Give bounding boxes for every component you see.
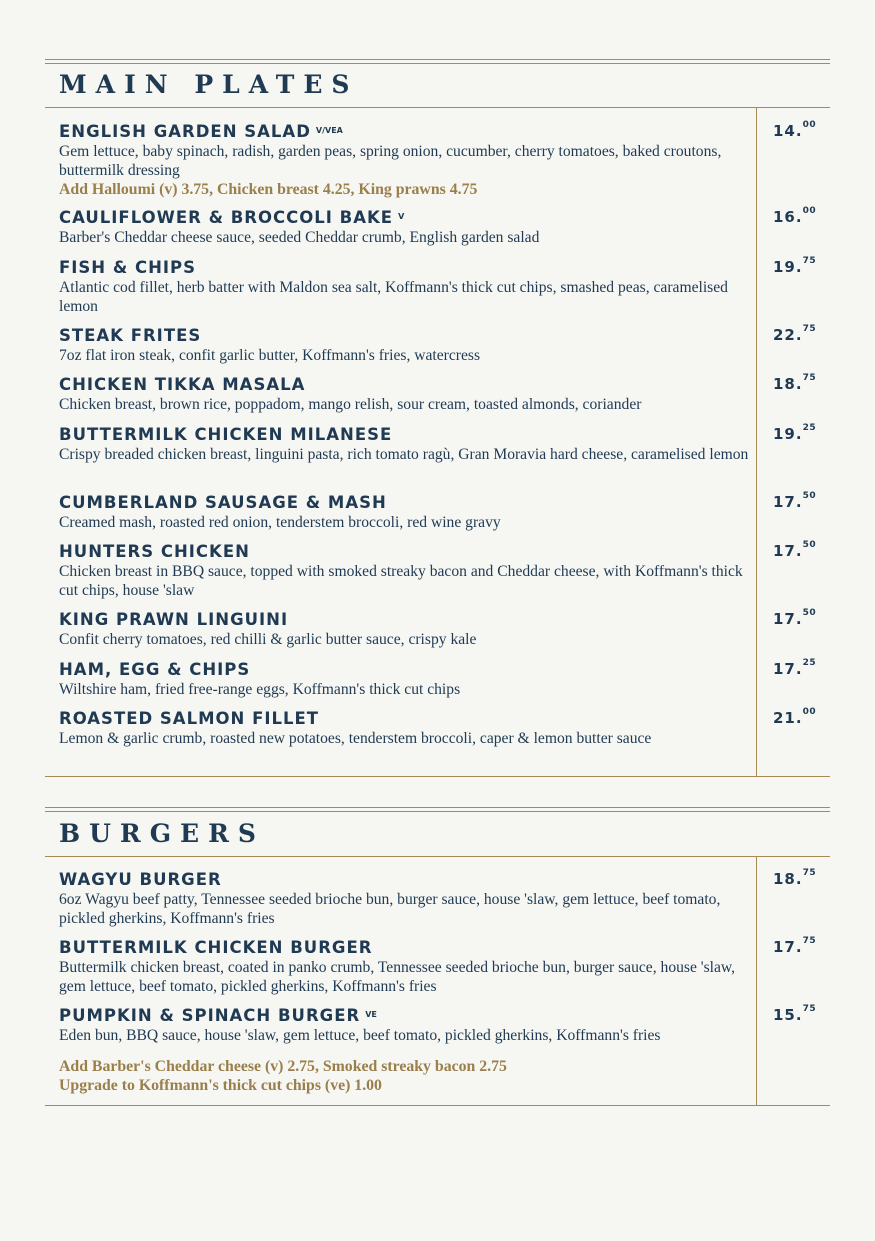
section-header-rule (45, 856, 830, 857)
item-price: 19.25 (773, 423, 817, 443)
item-name: HUNTERS CHICKEN (59, 542, 250, 561)
addon-note: Upgrade to Koffmann's thick cut chips (ve) 1.00 (59, 1077, 382, 1094)
burger-addons-notes (59, 1057, 749, 1095)
menu-item (59, 870, 749, 928)
section-title: BURGERS (59, 819, 265, 848)
section-top-rule (45, 811, 830, 812)
item-description: Barber's Cheddar cheese sauce, seeded Cheddar crumb, English garden salad (59, 229, 540, 246)
menu-item (59, 1006, 749, 1045)
item-description: Confit cherry tomatoes, red chilli & garlic butter sauce, crispy kale (59, 631, 477, 648)
item-description: Chicken breast, brown rice, poppadom, mango relish, sour cream, toasted almonds, coriander (59, 396, 642, 413)
item-price: 18.75 (773, 868, 817, 888)
item-description: 6oz Wagyu beef patty, Tennessee seeded brioche bun, burger sauce, house 'slaw, gem lettuce, beef tomato, pickled gherkins, Koffmann's fries (59, 891, 721, 927)
section-top-rule (45, 807, 830, 808)
burgers-section (45, 0, 830, 1110)
item-name: BUTTERMILK CHICKEN MILANESE (59, 425, 393, 444)
item-price: 16.00 (773, 206, 817, 226)
item-name: ENGLISH GARDEN SALAD $^{V/VEA}$ (59, 122, 343, 141)
item-description: 7oz flat iron steak, confit garlic butter, Koffmann's fries, watercress (59, 347, 481, 364)
item-name: BUTTERMILK CHICKEN BURGER (59, 938, 373, 957)
menu-item (59, 938, 749, 996)
item-price: 14.00 (773, 120, 817, 140)
item-name: CUMBERLAND SAUSAGE & MASH (59, 493, 387, 512)
item-name: CHICKEN TIKKA MASALA (59, 375, 306, 394)
item-price: 17.50 (773, 491, 817, 511)
item-description: Buttermilk chicken breast, coated in panko crumb, Tennessee seeded brioche bun, burger sauce, house 'slaw, gem lettuce, beef tomato, pickled gherkins, Koffmann's fries (59, 959, 736, 995)
item-name: PUMPKIN & SPINACH BURGER $^{VE}$ (59, 1006, 377, 1025)
item-name: WAGYU BURGER (59, 870, 222, 889)
dietary-tag: V/VEA (315, 126, 343, 135)
dietary-tag: V (398, 212, 405, 221)
item-price: 17.25 (773, 658, 817, 678)
item-price: 19.75 (773, 256, 817, 276)
item-description: Gem lettuce, baby spinach, radish, garden peas, spring onion, cucumber, cherry tomatoes, baked croutons, buttermilk dressing (59, 143, 722, 179)
section-bottom-rule (45, 1105, 830, 1106)
item-name: ROASTED SALMON FILLET (59, 709, 320, 728)
item-name: CAULIFLOWER & BROCCOLI BAKE $^V$ (59, 208, 405, 227)
item-price: 17.75 (773, 936, 817, 956)
item-description: Creamed mash, roasted red onion, tenderstem broccoli, red wine gravy (59, 514, 501, 531)
item-description: Eden bun, BBQ sauce, house 'slaw, gem lettuce, beef tomato, pickled gherkins, Koffmann's fries (59, 1027, 661, 1044)
item-description: Atlantic cod fillet, herb batter with Maldon sea salt, Koffmann's thick cut chips, smashed peas, caramelised lemon (59, 279, 728, 315)
item-name: STEAK FRITES (59, 326, 202, 345)
item-name: HAM, EGG & CHIPS (59, 660, 251, 679)
section-title: MAIN PLATES (59, 70, 359, 99)
item-price: 22.75 (773, 324, 817, 344)
item-description: Lemon & garlic crumb, roasted new potatoes, tenderstem broccoli, caper & lemon butter sauce (59, 730, 652, 747)
item-price: 15.75 (773, 1004, 817, 1024)
dietary-tag: VE (365, 1010, 377, 1019)
item-name: KING PRAWN LINGUINI (59, 610, 289, 629)
item-price: 17.50 (773, 540, 817, 560)
item-addons: Add Halloumi (v) 3.75, Chicken breast 4.25, King prawns 4.75 (59, 181, 478, 198)
item-price: 17.50 (773, 608, 817, 628)
price-column-divider (756, 856, 757, 1105)
item-description: Crispy breaded chicken breast, linguini pasta, rich tomato ragù, Gran Moravia hard cheese, caramelised lemon (59, 446, 749, 463)
item-price: 21.00 (773, 707, 817, 727)
item-price: 18.75 (773, 373, 817, 393)
item-description: Chicken breast in BBQ sauce, topped with smoked streaky bacon and Cheddar cheese, with Koffmann's thick cut chips, house 'slaw (59, 563, 743, 599)
addon-note: Add Barber's Cheddar cheese (v) 2.75, Smoked streaky bacon 2.75 (59, 1058, 507, 1075)
item-name: FISH & CHIPS (59, 258, 197, 277)
item-description: Wiltshire ham, fried free-range eggs, Koffmann's thick cut chips (59, 681, 461, 698)
